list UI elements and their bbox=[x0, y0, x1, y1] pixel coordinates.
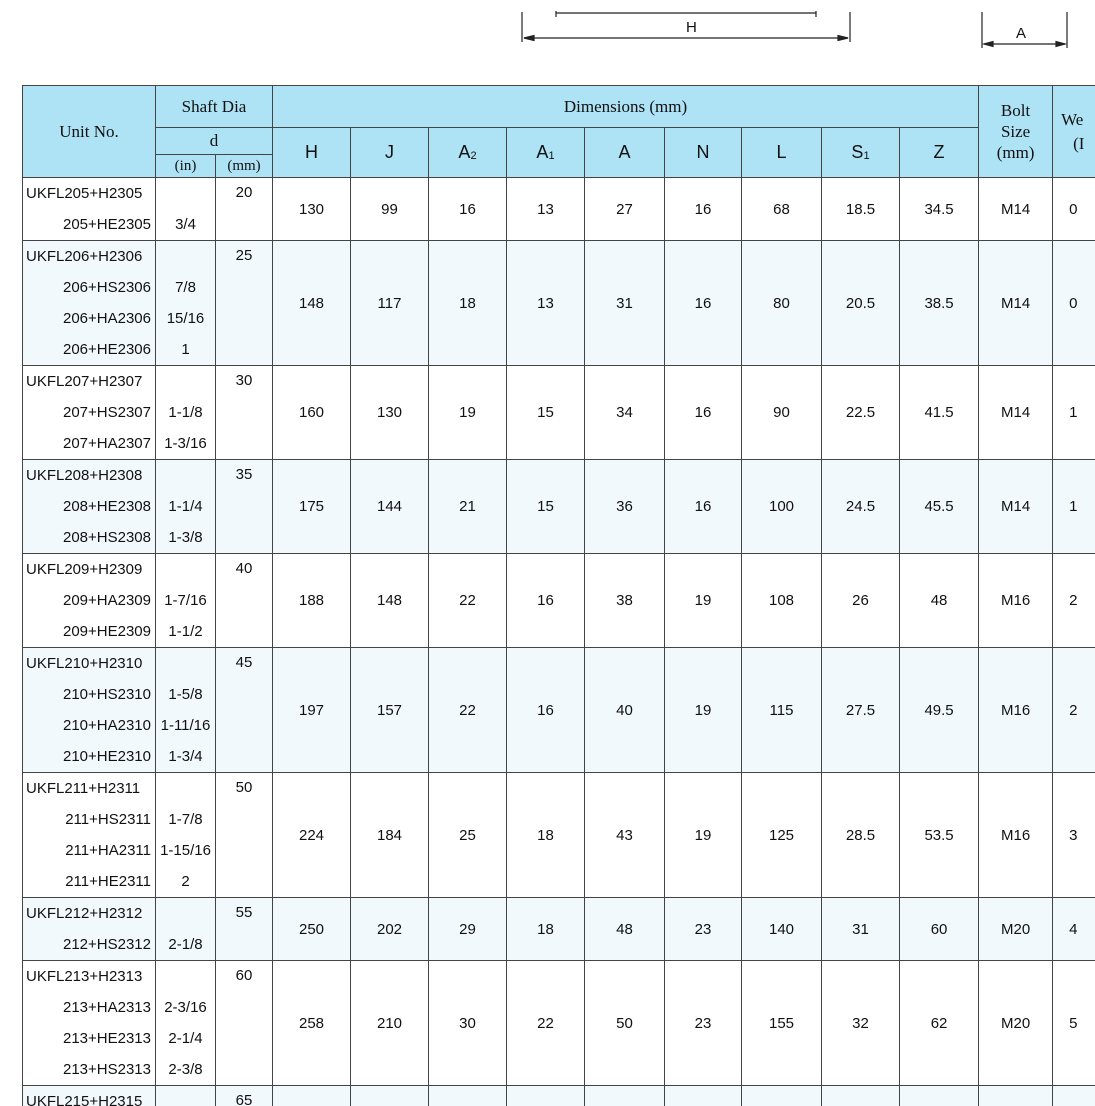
table-row bbox=[23, 178, 1095, 241]
shaft-inch: 2-3/8 bbox=[168, 1061, 203, 1078]
dim-col-header-a: A bbox=[585, 128, 665, 178]
shaft-inch: 1-15/16 bbox=[160, 842, 211, 859]
table-body bbox=[23, 178, 1095, 1106]
unit-no: UKFL215+H2315 bbox=[26, 1093, 143, 1106]
bolt-size-value: M16 bbox=[979, 773, 1053, 898]
dimension-value: 115 bbox=[742, 648, 822, 773]
unit-no: 210+HE2310 bbox=[63, 748, 151, 765]
unit-no: UKFL209+H2309 bbox=[26, 561, 143, 578]
dimension-drawing bbox=[0, 0, 1095, 80]
shaft-mm-cell: 35 bbox=[216, 460, 273, 554]
dimension-value: 30 bbox=[429, 961, 507, 1086]
shaft-mm-cell: 55 bbox=[216, 898, 273, 961]
weight-value: 4 bbox=[1053, 898, 1095, 961]
dimension-value: 43 bbox=[585, 773, 665, 898]
shaft-inch: 1-11/16 bbox=[160, 717, 211, 734]
unit-no: 207+HA2307 bbox=[63, 435, 151, 452]
table-row bbox=[23, 648, 1095, 773]
dimension-value: 197 bbox=[273, 648, 351, 773]
dimension-value: 108 bbox=[742, 554, 822, 648]
shaft-mm-cell: 25 bbox=[216, 241, 273, 366]
dimension-value: 90 bbox=[742, 366, 822, 460]
unit-no-cell bbox=[23, 178, 156, 241]
dimension-value: 21 bbox=[429, 460, 507, 554]
bolt-size-value: M14 bbox=[979, 460, 1053, 554]
dimension-value: 210 bbox=[351, 961, 429, 1086]
dimension-value: 23 bbox=[665, 961, 742, 1086]
dim-col-header-s1: $S_1$ bbox=[822, 128, 900, 178]
dimension-value: 18 bbox=[507, 773, 585, 898]
weight-value: 1 bbox=[1053, 460, 1095, 554]
shaft-inch bbox=[156, 178, 215, 209]
empty-cell bbox=[979, 1086, 1053, 1106]
dimension-value: 18 bbox=[429, 241, 507, 366]
dimension-value: 60 bbox=[900, 898, 979, 961]
unit-no: 213+HE2313 bbox=[63, 1030, 151, 1047]
dimension-value: 24.5 bbox=[822, 460, 900, 554]
shaft-inch: 1-1/8 bbox=[168, 404, 203, 421]
dimension-value: 157 bbox=[351, 648, 429, 773]
empty-cell bbox=[822, 1086, 900, 1106]
dimension-value: 13 bbox=[507, 241, 585, 366]
specification-table-container bbox=[22, 85, 1095, 1106]
shaft-mm-cell: 45 bbox=[216, 648, 273, 773]
dimension-value: 28.5 bbox=[822, 773, 900, 898]
dimension-value: 160 bbox=[273, 366, 351, 460]
dimension-value: 16 bbox=[429, 178, 507, 241]
dimension-value: 140 bbox=[742, 898, 822, 961]
table-row bbox=[23, 773, 1095, 898]
dimension-value: 40 bbox=[585, 648, 665, 773]
dimension-value: 50 bbox=[585, 961, 665, 1086]
bolt-size-value: M14 bbox=[979, 241, 1053, 366]
shaft-inch: 2-1/8 bbox=[168, 936, 203, 953]
empty-cell bbox=[507, 1086, 585, 1106]
unit-no: 209+HE2309 bbox=[63, 623, 151, 640]
dimension-value: 36 bbox=[585, 460, 665, 554]
dimension-value: 20.5 bbox=[822, 241, 900, 366]
shaft-inch: 2-3/16 bbox=[164, 999, 207, 1016]
dim-col-header-h: H bbox=[273, 128, 351, 178]
inch-subheader: (in) bbox=[156, 155, 216, 178]
weight-value: 2 bbox=[1053, 648, 1095, 773]
unit-no: 207+HS2307 bbox=[63, 404, 151, 421]
shaft-inch: 1-7/8 bbox=[168, 811, 203, 828]
dimension-value: 250 bbox=[273, 898, 351, 961]
bolt-size-header bbox=[979, 86, 1053, 178]
bolt-size-value: M16 bbox=[979, 554, 1053, 648]
shaft-mm-cell: 20 bbox=[216, 178, 273, 241]
dimension-value: 18.5 bbox=[822, 178, 900, 241]
empty-cell bbox=[273, 1086, 351, 1106]
dimension-value: 49.5 bbox=[900, 648, 979, 773]
dimension-value: 15 bbox=[507, 366, 585, 460]
shaft-inch-cell bbox=[156, 366, 216, 460]
dimension-value: 15 bbox=[507, 460, 585, 554]
shaft-inch: 7/8 bbox=[175, 279, 196, 296]
dimension-value: 48 bbox=[900, 554, 979, 648]
dimension-value: 13 bbox=[507, 178, 585, 241]
unit-no: UKFL205+H2305 bbox=[26, 185, 143, 202]
shaft-inch bbox=[156, 366, 215, 397]
unit-no: UKFL212+H2312 bbox=[26, 905, 143, 922]
unit-no: 211+HE2311 bbox=[65, 873, 151, 890]
unit-no: UKFL213+H2313 bbox=[26, 968, 143, 985]
dim-col-header-l: L bbox=[742, 128, 822, 178]
bolt-size-value: M14 bbox=[979, 178, 1053, 241]
unit-no: 210+HS2310 bbox=[63, 686, 151, 703]
weight-value: 5 bbox=[1053, 961, 1095, 1086]
table-row-partial bbox=[23, 1086, 1095, 1106]
dimension-value: 22 bbox=[507, 961, 585, 1086]
shaft-inch: 1-7/16 bbox=[164, 592, 207, 609]
unit-no: 209+HA2309 bbox=[63, 592, 151, 609]
shaft-inch-cell bbox=[156, 178, 216, 241]
shaft-mm-cell: 30 bbox=[216, 366, 273, 460]
shaft-inch-cell bbox=[156, 898, 216, 961]
dimension-value: 68 bbox=[742, 178, 822, 241]
shaft-inch-cell bbox=[156, 460, 216, 554]
dimension-value: 16 bbox=[507, 648, 585, 773]
dimension-value: 38.5 bbox=[900, 241, 979, 366]
dimension-value: 130 bbox=[273, 178, 351, 241]
dimension-value: 38 bbox=[585, 554, 665, 648]
table-row bbox=[23, 460, 1095, 554]
bolt-size-header-line: (mm) bbox=[996, 143, 1035, 162]
dimension-value: 19 bbox=[665, 554, 742, 648]
dimension-value: 80 bbox=[742, 241, 822, 366]
dimension-value: 125 bbox=[742, 773, 822, 898]
unit-no: 211+HA2311 bbox=[65, 842, 151, 859]
dimension-value: 202 bbox=[351, 898, 429, 961]
dimension-value: 19 bbox=[665, 648, 742, 773]
unit-no: 208+HE2308 bbox=[63, 498, 151, 515]
table-row bbox=[23, 961, 1095, 1086]
unit-no: UKFL207+H2307 bbox=[26, 373, 143, 390]
dimension-value: 148 bbox=[273, 241, 351, 366]
empty-cell bbox=[742, 1086, 822, 1106]
weight-value: 0 bbox=[1053, 241, 1095, 366]
unit-no-cell bbox=[23, 554, 156, 648]
d-subheader: d bbox=[156, 128, 273, 155]
unit-no: 213+HS2313 bbox=[63, 1061, 151, 1078]
table-row bbox=[23, 554, 1095, 648]
table-row bbox=[23, 241, 1095, 366]
shaft-mm-cell: 40 bbox=[216, 554, 273, 648]
dimension-value: 41.5 bbox=[900, 366, 979, 460]
dimension-value: 26 bbox=[822, 554, 900, 648]
dimension-value: 117 bbox=[351, 241, 429, 366]
dimension-value: 224 bbox=[273, 773, 351, 898]
empty-cell bbox=[351, 1086, 429, 1106]
dimension-value: 53.5 bbox=[900, 773, 979, 898]
empty-cell bbox=[1053, 1086, 1095, 1106]
shaft-inch: 1-1/2 bbox=[168, 623, 203, 640]
shaft-dia-header: Shaft Dia bbox=[156, 86, 273, 128]
dimension-value: 188 bbox=[273, 554, 351, 648]
bolt-size-value: M20 bbox=[979, 898, 1053, 961]
shaft-inch: 2 bbox=[181, 873, 190, 890]
shaft-mm-cell: 50 bbox=[216, 773, 273, 898]
dimension-value: 258 bbox=[273, 961, 351, 1086]
dimension-value: 19 bbox=[429, 366, 507, 460]
dim-col-header-j: J bbox=[351, 128, 429, 178]
empty-cell bbox=[900, 1086, 979, 1106]
shaft-inch: 1-3/16 bbox=[164, 435, 207, 452]
bolt-size-value: M16 bbox=[979, 648, 1053, 773]
weight-header bbox=[1053, 86, 1095, 178]
bolt-size-value: M14 bbox=[979, 366, 1053, 460]
shaft-inch bbox=[156, 773, 215, 804]
unit-no-cell bbox=[23, 460, 156, 554]
unit-no: 211+HS2311 bbox=[65, 811, 151, 828]
unit-no-header: Unit No. bbox=[23, 86, 156, 178]
dimension-value: 62 bbox=[900, 961, 979, 1086]
bolt-size-header-line: Bolt bbox=[1000, 101, 1031, 120]
dimension-value: 175 bbox=[273, 460, 351, 554]
shaft-inch: 1-1/4 bbox=[168, 498, 203, 515]
dimension-value: 22 bbox=[429, 648, 507, 773]
dimension-value: 18 bbox=[507, 898, 585, 961]
shaft-inch-cell bbox=[156, 961, 216, 1086]
specification-table bbox=[22, 85, 1095, 1106]
weight-value: 0 bbox=[1053, 178, 1095, 241]
empty-cell bbox=[585, 1086, 665, 1106]
weight-value: 3 bbox=[1053, 773, 1095, 898]
unit-no-cell bbox=[23, 773, 156, 898]
unit-no: UKFL206+H2306 bbox=[26, 248, 143, 265]
unit-no-cell bbox=[23, 1086, 156, 1106]
unit-no: 206+HA2306 bbox=[63, 310, 151, 327]
unit-no-cell bbox=[23, 898, 156, 961]
dimension-value: 16 bbox=[665, 460, 742, 554]
dimension-value: 23 bbox=[665, 898, 742, 961]
dimension-value: 19 bbox=[665, 773, 742, 898]
shaft-inch-cell bbox=[156, 648, 216, 773]
unit-no: 213+HA2313 bbox=[63, 999, 151, 1016]
unit-no: UKFL208+H2308 bbox=[26, 467, 143, 484]
dimension-value: 27 bbox=[585, 178, 665, 241]
empty-cell bbox=[156, 1086, 216, 1106]
dimension-value: 31 bbox=[585, 241, 665, 366]
dim-col-header-a2: $A_2$ bbox=[429, 128, 507, 178]
unit-no: 212+HS2312 bbox=[63, 936, 151, 953]
shaft-inch bbox=[156, 648, 215, 679]
dimension-value: 130 bbox=[351, 366, 429, 460]
dimension-value: 48 bbox=[585, 898, 665, 961]
dimension-value: 16 bbox=[665, 241, 742, 366]
dimension-value: 155 bbox=[742, 961, 822, 1086]
dimension-value: 100 bbox=[742, 460, 822, 554]
unit-no-cell bbox=[23, 366, 156, 460]
unit-no: 206+HE2306 bbox=[63, 341, 151, 358]
dimension-value: 25 bbox=[429, 773, 507, 898]
unit-no: 208+HS2308 bbox=[63, 529, 151, 546]
shaft-inch bbox=[156, 898, 215, 929]
dimension-value: 16 bbox=[665, 178, 742, 241]
dimension-value: 16 bbox=[665, 366, 742, 460]
mm-subheader: (mm) bbox=[216, 155, 273, 178]
shaft-inch: 1-5/8 bbox=[168, 686, 203, 703]
weight-value: 1 bbox=[1053, 366, 1095, 460]
table-row bbox=[23, 898, 1095, 961]
unit-no-cell bbox=[23, 961, 156, 1086]
unit-no: UKFL211+H2311 bbox=[26, 780, 141, 797]
shaft-inch bbox=[156, 554, 215, 585]
dimension-value: 144 bbox=[351, 460, 429, 554]
empty-cell bbox=[429, 1086, 507, 1106]
shaft-inch-cell bbox=[156, 554, 216, 648]
table-row bbox=[23, 366, 1095, 460]
dimension-value: 34 bbox=[585, 366, 665, 460]
unit-no: 206+HS2306 bbox=[63, 279, 151, 296]
dimension-value: 99 bbox=[351, 178, 429, 241]
dimension-value: 22.5 bbox=[822, 366, 900, 460]
dimension-value: 27.5 bbox=[822, 648, 900, 773]
dimension-value: 148 bbox=[351, 554, 429, 648]
dimension-value: 34.5 bbox=[900, 178, 979, 241]
shaft-inch-cell bbox=[156, 241, 216, 366]
shaft-inch: 15/16 bbox=[166, 310, 205, 327]
shaft-inch: 1-3/4 bbox=[168, 748, 203, 765]
dim-col-header-a1: $A_1$ bbox=[507, 128, 585, 178]
shaft-inch: 2-1/4 bbox=[168, 1030, 203, 1047]
dimension-value: 29 bbox=[429, 898, 507, 961]
weight-header-line: (I bbox=[1073, 133, 1085, 153]
shaft-inch-cell bbox=[156, 773, 216, 898]
shaft-inch: 3/4 bbox=[175, 216, 196, 233]
shaft-inch: 1 bbox=[181, 341, 190, 358]
unit-no: 210+HA2310 bbox=[63, 717, 151, 734]
dimension-value: 32 bbox=[822, 961, 900, 1086]
unit-no: UKFL210+H2310 bbox=[26, 655, 143, 672]
dimension-value: 31 bbox=[822, 898, 900, 961]
shaft-mm-cell: 60 bbox=[216, 961, 273, 1086]
dimension-value: 45.5 bbox=[900, 460, 979, 554]
dimension-a-label: A bbox=[1016, 25, 1027, 42]
shaft-inch bbox=[156, 961, 215, 992]
weight-header-line: We bbox=[1061, 109, 1084, 129]
bolt-size-value: M20 bbox=[979, 961, 1053, 1086]
dim-col-header-n: N bbox=[665, 128, 742, 178]
bolt-size-header-line: Size bbox=[1000, 122, 1031, 141]
dimension-value: 16 bbox=[507, 554, 585, 648]
shaft-mm-cell: 65 bbox=[216, 1086, 273, 1106]
unit-no-cell bbox=[23, 648, 156, 773]
shaft-inch bbox=[156, 460, 215, 491]
dimension-value: 184 bbox=[351, 773, 429, 898]
dimension-value: 22 bbox=[429, 554, 507, 648]
dimension-h-label: H bbox=[686, 19, 697, 36]
dimensions-header: Dimensions (mm) bbox=[273, 86, 979, 128]
shaft-inch: 1-3/8 bbox=[168, 529, 203, 546]
dimension-lines bbox=[0, 0, 1095, 80]
empty-cell bbox=[665, 1086, 742, 1106]
shaft-inch bbox=[156, 241, 215, 272]
unit-no-cell bbox=[23, 241, 156, 366]
weight-value: 2 bbox=[1053, 554, 1095, 648]
unit-no: 205+HE2305 bbox=[63, 216, 151, 233]
dim-col-header-z: Z bbox=[900, 128, 979, 178]
